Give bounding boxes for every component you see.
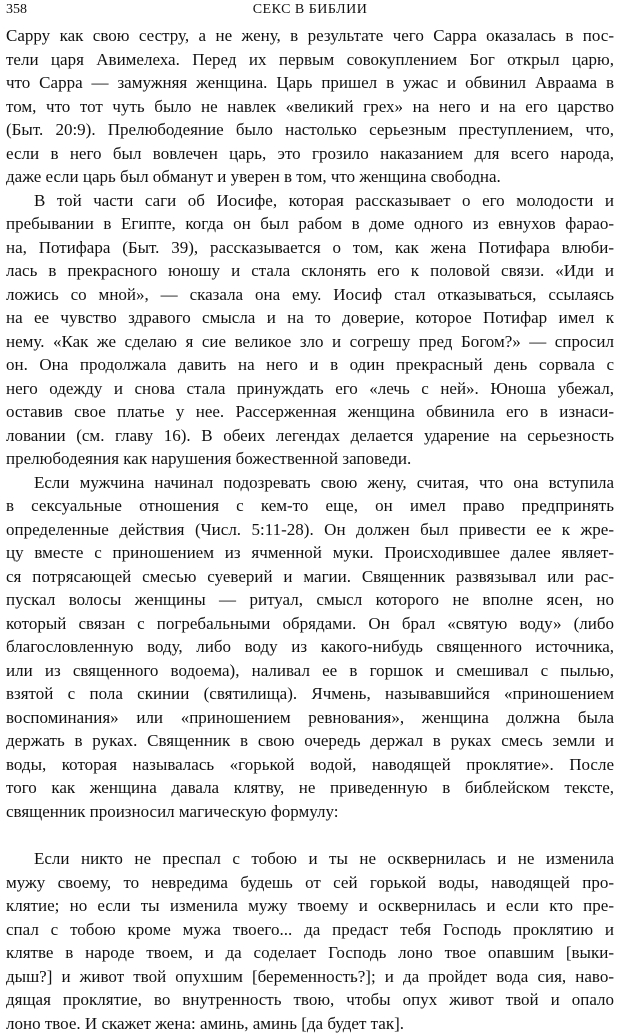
paragraph <box>6 189 614 471</box>
text-line: В той части саги об Иосифе, которая рассказывает о его молодости и <box>6 189 614 213</box>
text-line: даже если царь был обманут и уверен в том, что женщина свободна. <box>6 165 614 189</box>
text-line: дыш?] и живот твой опухшим [беременность?]; и да пройдет вода сия, наво- <box>6 965 614 989</box>
page-header <box>6 2 614 24</box>
text-line: того как женщина давала клятву, не приведенную в библейском тексте, <box>6 776 614 800</box>
text-line: на, Потифара (Быт. 39), рассказывается о том, как жена Потифара влюби- <box>6 236 614 260</box>
text-line: если в него был вовлечен царь, это грозило наказанием для всего народа, <box>6 142 614 166</box>
body-text <box>6 24 614 1035</box>
text-line: клятие; но если ты изменила мужу твоему и осквернилась и если кто пре- <box>6 894 614 918</box>
page-number: 358 <box>6 2 27 18</box>
text-line: прелюбодеяния как нарушения божественной заповеди. <box>6 447 614 471</box>
text-line: ловании (см. главу 16). В обеих легендах делается ударение на серьезность <box>6 424 614 448</box>
text-line: дящая проклятие, во внутренность твою, чтобы опух живот твой и опало <box>6 988 614 1012</box>
text-line: клятве в народе твоем, и да соделает Господь лоно твое опавшим [выки- <box>6 941 614 965</box>
text-line: том, что тот чуть было не навлек «великий грех» на него и на его царство <box>6 95 614 119</box>
text-line: взятой с пола скинии (святилища). Ячмень, называвшийся «приношением <box>6 682 614 706</box>
text-line: него одежду и снова стала принуждать его «лечь с ней». Юноша убежал, <box>6 377 614 401</box>
quote-spacer <box>6 823 614 847</box>
text-line: воды, которая называлась «горькой водой, наводящей проклятие». После <box>6 753 614 777</box>
paragraph <box>6 471 614 824</box>
text-line: на ее чувство здравого смысла и на то доверие, которое Потифар имел к <box>6 306 614 330</box>
paragraph <box>6 24 614 189</box>
text-line: Сарру как свою сестру, а не жену, в результате чего Сарра оказалась в пос- <box>6 24 614 48</box>
text-line: ся потрясающей смесью суеверий и магии. Священник развязывал или рас- <box>6 565 614 589</box>
text-line: Если мужчина начинал подозревать свою жену, считая, что она вступила <box>6 471 614 495</box>
text-line: пребывании в Египте, когда он был рабом в доме одного из евнухов фарао- <box>6 212 614 236</box>
text-line: нему. «Как же сделаю я сие великое зло и согрешу пред Богом?» — спросил <box>6 330 614 354</box>
text-line: мужу своему, то невредима будешь от сей горькой воды, наводящей про- <box>6 871 614 895</box>
text-line: цу вместе с приношением из ячменной муки. Происходившее далее являет- <box>6 541 614 565</box>
text-line: воспоминания» или «приношением ревнования», женщина должна была <box>6 706 614 730</box>
text-line: который связан с погребальными обрядами. Он брал «святую воду» (либо <box>6 612 614 636</box>
text-line: священник произносил магическую формулу: <box>6 800 614 824</box>
text-line: пускал волосы женщины — ритуал, смысл которого не вполне ясен, но <box>6 588 614 612</box>
text-line: держать в руках. Священник в свою очередь держал в руках смесь земли и <box>6 729 614 753</box>
running-title: СЕКС В БИБЛИИ <box>6 2 614 18</box>
text-line: в сексуальные отношения с кем-то еще, он имел право предпринять <box>6 494 614 518</box>
text-line: Если никто не преспал с тобою и ты не осквернилась и не изменила <box>6 847 614 871</box>
block-quote <box>6 847 614 1035</box>
text-line: благословленную воду, либо воду из какого-нибудь священного источника, <box>6 635 614 659</box>
text-line: ложись со мной», — сказала она ему. Иосиф стал отказываться, ссылаясь <box>6 283 614 307</box>
text-line: тели царя Авимелеха. Перед их первым совокуплением Бог открыл царю, <box>6 48 614 72</box>
text-line: определенные действия (Числ. 5:11-28). Он должен был привести ее к жре- <box>6 518 614 542</box>
text-line: лась в прекрасного юношу и стала склонять его к половой связи. «Иди и <box>6 259 614 283</box>
text-line: оставив свое платье у нее. Рассерженная женщина обвинила его в изнаси- <box>6 400 614 424</box>
text-line: лоно твое. И скажет жена: аминь, аминь [да будет так]. <box>6 1012 614 1035</box>
text-line: он. Она продолжала давить на него и в один прекрасный день сорвала с <box>6 353 614 377</box>
text-line: спал с тобою кроме мужа твоего... да предаст тебя Господь проклятию и <box>6 918 614 942</box>
text-line: или из священного водоема), наливал ее в горшок и смешивал с пылью, <box>6 659 614 683</box>
text-line: что Сарра — замужняя женщина. Царь пришел в ужас и обвинил Авраама в <box>6 71 614 95</box>
text-line: (Быт. 20:9). Прелюбодеяние было настолько серьезным преступлением, что, <box>6 118 614 142</box>
